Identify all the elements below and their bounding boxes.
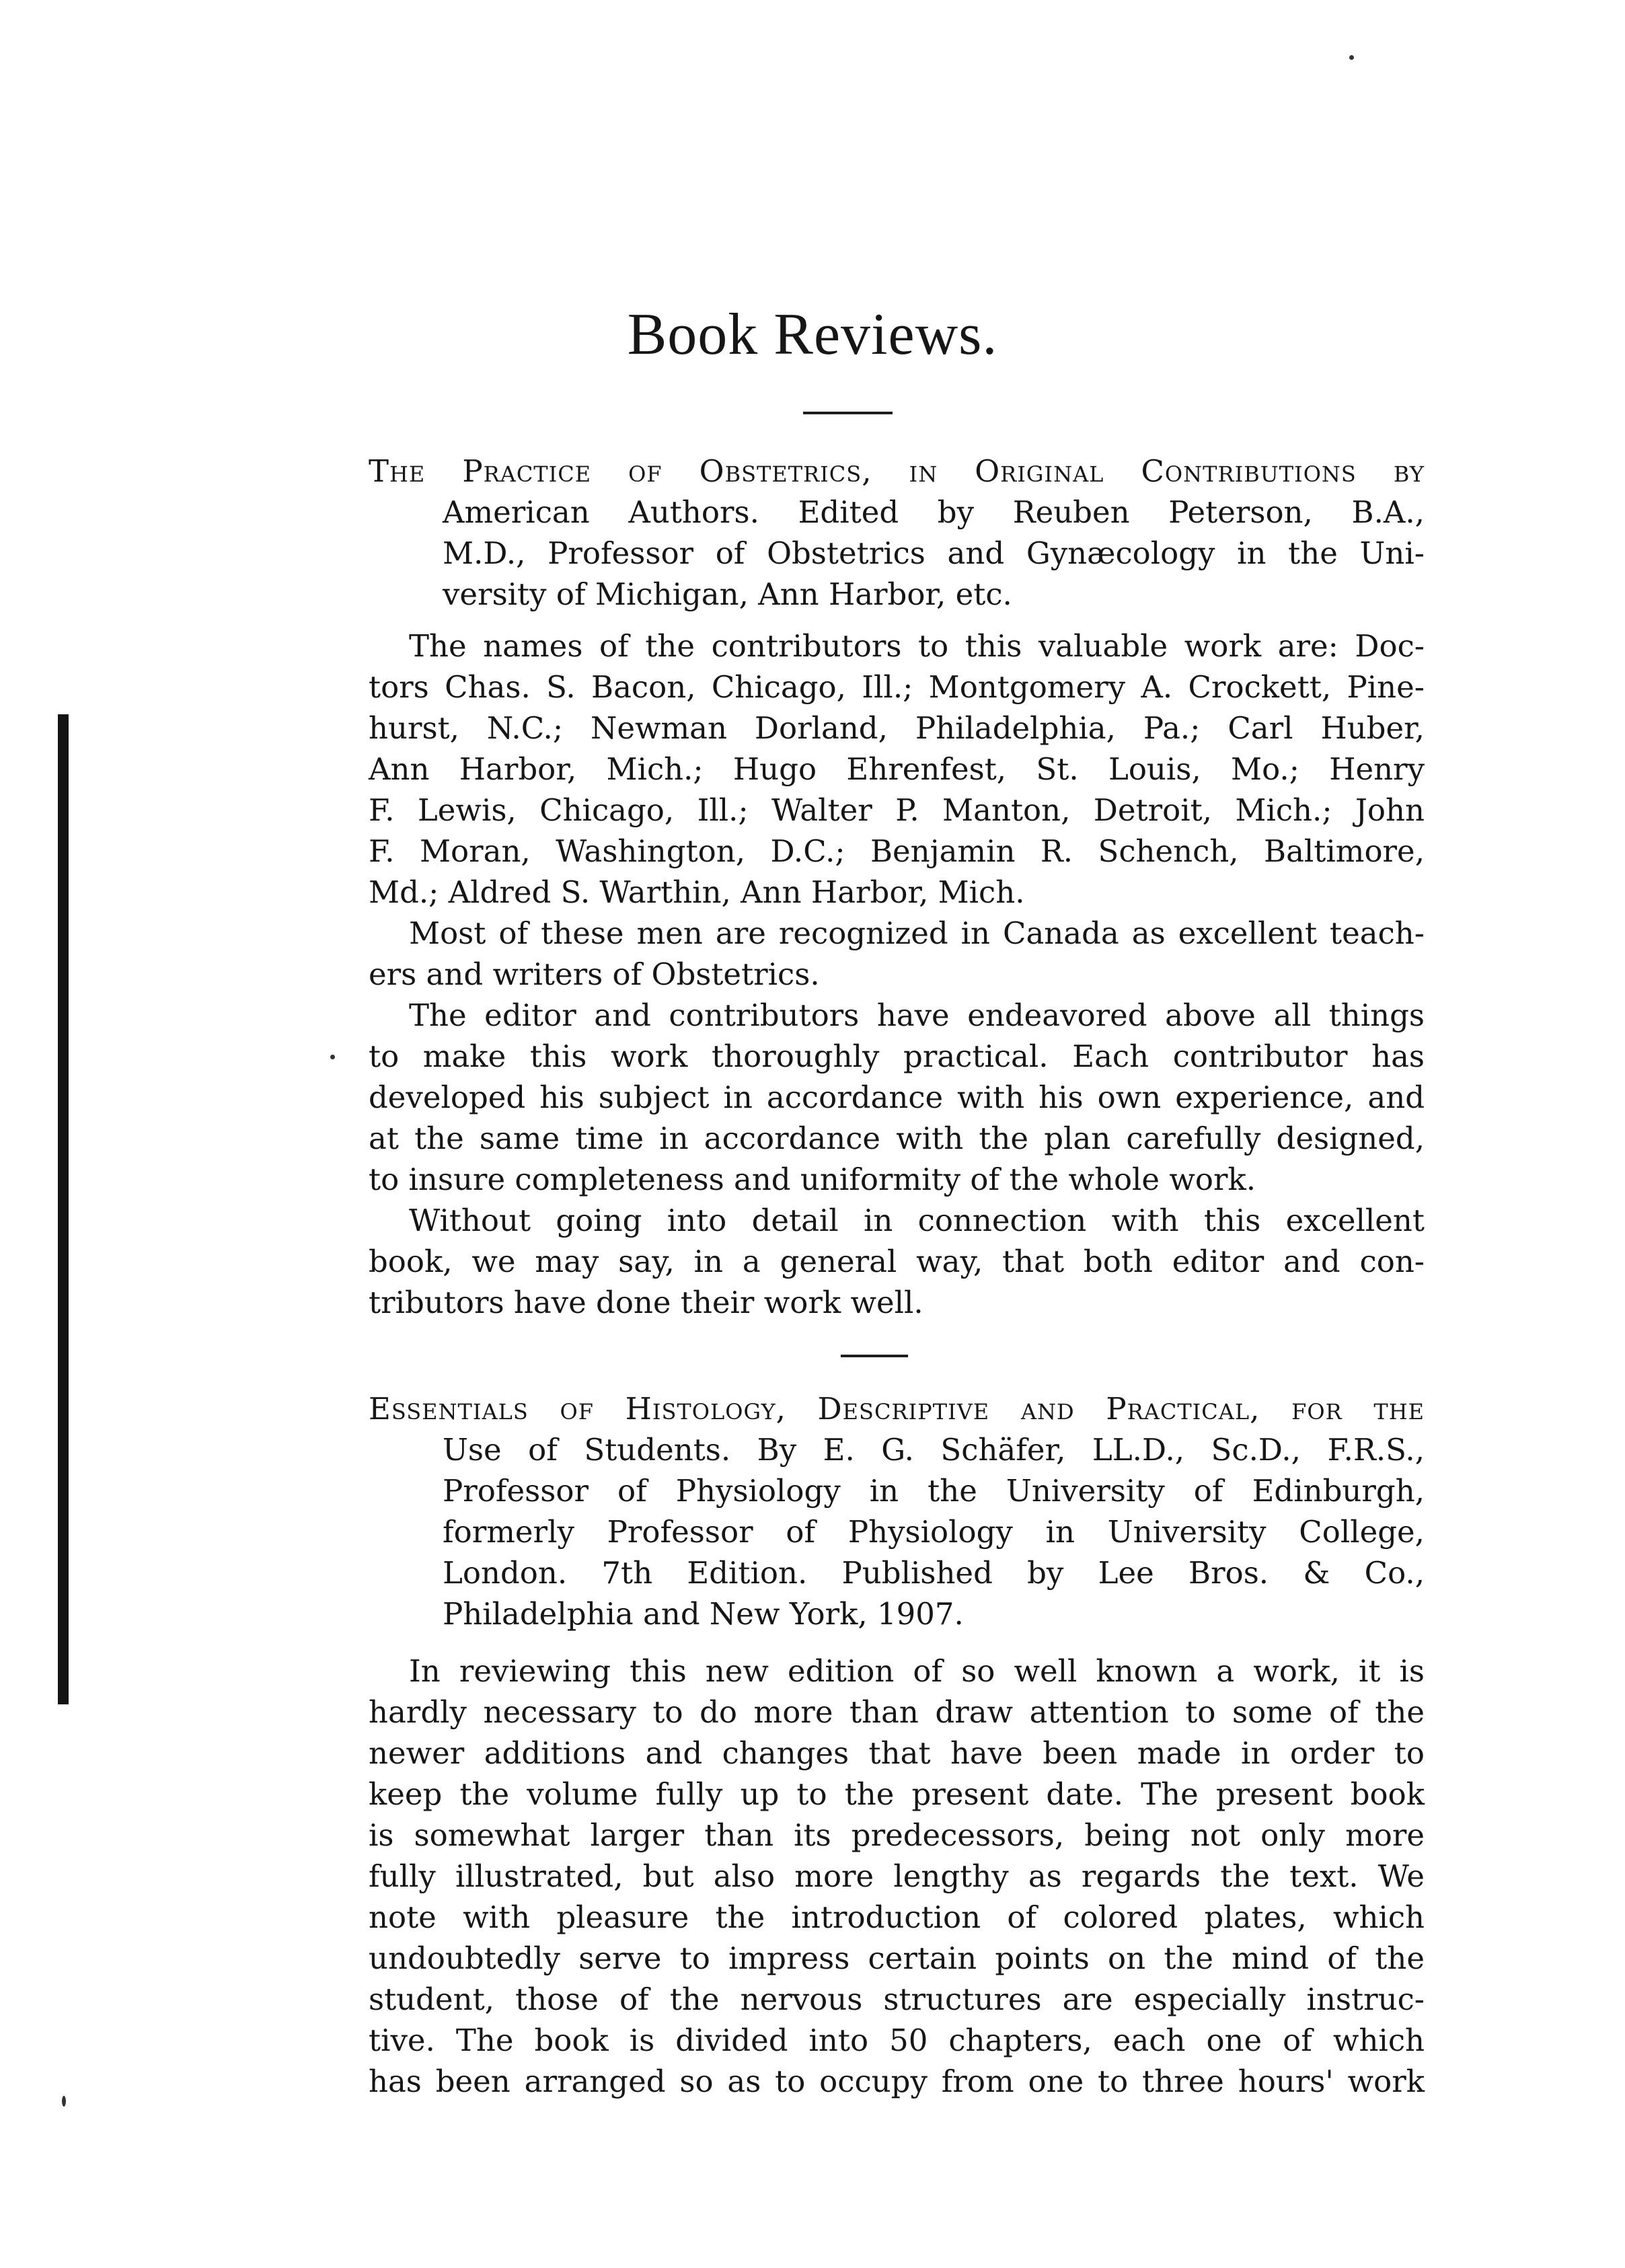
text-line: F. Lewis, Chicago, Ill.; Walter P. Manton, Detroit, Mich.; John [369, 792, 1425, 828]
review-heading [369, 451, 1425, 615]
text-line: has been arranged so as to occupy from one to three hours' work [369, 2064, 1425, 2099]
text-line: hardly necessary to do more than draw attention to some of the [369, 1694, 1425, 1730]
text-line: note with pleasure the introduction of colored plates, which [369, 1899, 1425, 1935]
heading-line: American Authors. Edited by Reuben Peterson, B.A., [443, 494, 1425, 530]
heading-line: Use of Students. By E. G. Schäfer, LL.D., Sc.D., F.R.S., [443, 1432, 1425, 1468]
text-line: Most of these men are recognized in Canada as excellent teach- [409, 915, 1425, 951]
review-paragraph [369, 626, 1425, 913]
heading-line: M.D., Professor of Obstetrics and Gynæcology in the Uni- [443, 535, 1425, 571]
heading-line: Philadelphia and New York, 1907. [443, 1596, 964, 1632]
page-title: Book Reviews. [627, 302, 998, 367]
text-line: undoubtedly serve to impress certain points on the mind of the [369, 1940, 1425, 1976]
heading-line: Professor of Physiology in the University of Edinburgh, [443, 1473, 1425, 1509]
text-line: developed his subject in accordance with his own experience, and [369, 1080, 1425, 1115]
heading-line: London. 7th Edition. Published by Lee Bros. & Co., [443, 1555, 1425, 1591]
text-line: F. Moran, Washington, D.C.; Benjamin R. Schench, Baltimore, [369, 833, 1425, 869]
heading-line: Essentials of Histology, Descriptive and Practical, for the [369, 1391, 1425, 1427]
text-line: tributors have done their work well. [369, 1285, 923, 1320]
review-paragraph [369, 913, 1425, 995]
review-divider [841, 1355, 908, 1357]
text-line: book, we may say, in a general way, that both editor and con- [369, 1244, 1425, 1279]
scan-speck [1349, 55, 1354, 60]
review-paragraph [369, 1200, 1425, 1323]
text-line: Md.; Aldred S. Warthin, Ann Harbor, Mich. [369, 874, 1025, 910]
title-divider [803, 412, 893, 414]
text-line: newer additions and changes that have been made in order to [369, 1735, 1425, 1771]
text-line: In reviewing this new edition of so well known a work, it is [409, 1653, 1425, 1689]
heading-line: The Practice of Obstetrics, in Original Contributions by [369, 453, 1425, 489]
text-line: at the same time in accordance with the plan carefully designed, [369, 1121, 1425, 1156]
text-line: to insure completeness and uniformity of the whole work. [369, 1162, 1256, 1197]
text-line: is somewhat larger than its predecessors, being not only more [369, 1817, 1425, 1853]
text-line: tors Chas. S. Bacon, Chicago, Ill.; Montgomery A. Crockett, Pine- [369, 669, 1425, 705]
text-line: ers and writers of Obstetrics. [369, 956, 820, 992]
text-line: The names of the contributors to this valuable work are: Doc- [409, 628, 1425, 664]
heading-line: formerly Professor of Physiology in University College, [443, 1514, 1425, 1550]
text-line: to make this work thoroughly practical. Each contributor has [369, 1038, 1425, 1074]
scan-speck [330, 1055, 335, 1059]
review-heading [369, 1388, 1425, 1634]
text-line: The editor and contributors have endeavored above all things [409, 997, 1425, 1033]
text-line: fully illustrated, but also more lengthy as regards the text. We [369, 1858, 1425, 1894]
review-histology [369, 1388, 1425, 2102]
text-line: student, those of the nervous structures are especially instruc- [369, 1981, 1425, 2017]
text-line: tive. The book is divided into 50 chapters, each one of which [369, 2023, 1425, 2058]
scan-speck [62, 2096, 66, 2107]
text-line: Ann Harbor, Mich.; Hugo Ehrenfest, St. Louis, Mo.; Henry [369, 751, 1425, 787]
review-paragraph [369, 995, 1425, 1200]
review-obstetrics [369, 451, 1425, 1323]
scan-margin-mark [58, 714, 69, 1704]
text-line: keep the volume fully up to the present date. The present book [369, 1776, 1425, 1812]
review-paragraph [369, 1651, 1425, 2102]
heading-line: versity of Michigan, Ann Harbor, etc. [443, 576, 1012, 612]
text-line: Without going into detail in connection with this excellent [409, 1203, 1425, 1238]
text-line: hurst, N.C.; Newman Dorland, Philadelphia, Pa.; Carl Huber, [369, 710, 1425, 746]
